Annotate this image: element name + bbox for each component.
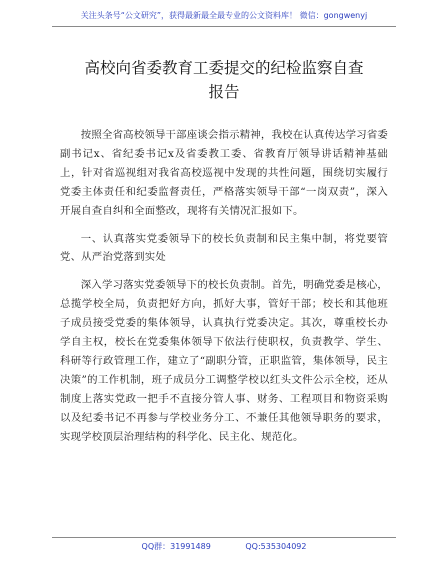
document-title (70, 56, 378, 104)
body-paragraph: 深入学习落实党委领导下的校长负责制。首先，明确党委是核心，总揽学校全局，负责把好方向，抓好大事，管好干部；校长和其他班子成员接受党委的集体领导，认真执行党委决定。其次，尊重校长办学自主权，校长在党委集体领导下依法行使职权，负责教学、学生、科研等行政管理工作，建立了“副职分管，正职监管，集体领导，民主决策”的工作机制，班子成员分工调整学校以红头文件公示全校，还从制度上落实党政一把手不直接分管人事、财务、工程项目和物资采购以及纪委书记不再参与学校业务分工、不兼任其他领导职务的要求，实现学校顶层治理结构的科学化、民主化、规范化。 (60, 279, 388, 443)
document-body (60, 126, 388, 447)
footer-qq-group: QQ群：31991489 (141, 542, 211, 551)
footer-qq: QQ:535304092 (245, 542, 307, 551)
intro-paragraph: 按照全省高校领导干部座谈会指示精神，我校在认真传达学习省委副书记x、省纪委书记x及省委教工委、省教育厅领导讲话精神基础上，针对省巡视组对我省高校巡视中发现的共性问题，围绕切实履行党委主体责任和纪委监督责任，严格落实领导干部“一岗双责”，深入开展自查自纠和全面整改，现将有关情况汇报如下。 (60, 129, 388, 217)
title-line-2: 报告 (208, 83, 240, 101)
header-divider (52, 26, 396, 27)
footer-divider (52, 537, 396, 538)
section-heading: 一、认真落实党委领导下的校长负责制和民主集中制，将党要管党、从严治党落到实处 (60, 232, 388, 264)
header-banner: 关注头条号“公文研究”，获得最新最全最专业的公文资料库！ 微信：gongwenyj (80, 11, 368, 20)
title-line-1: 高校向省委教育工委提交的纪检监察自查 (84, 59, 364, 77)
footer (0, 541, 448, 553)
